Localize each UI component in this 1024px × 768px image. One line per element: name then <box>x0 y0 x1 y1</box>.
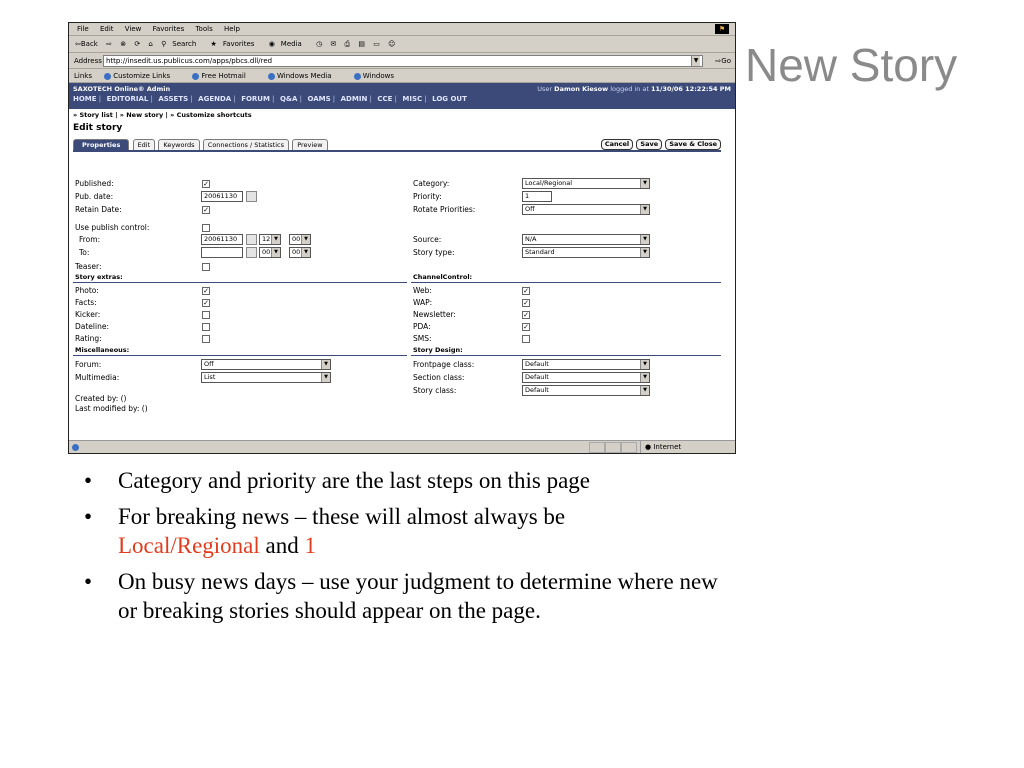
search-icon: ⚲ <box>161 40 167 48</box>
to-minute-value: 00 <box>292 248 301 256</box>
ie-page-icon <box>72 443 81 451</box>
media-label: Media <box>280 40 302 48</box>
story-design-heading: Story Design: <box>413 346 463 354</box>
links-bar <box>69 69 735 83</box>
forum-label: Forum: <box>75 360 102 369</box>
rating-label: Rating: <box>75 334 102 343</box>
to-calendar-button[interactable] <box>246 247 257 258</box>
address-label: Address <box>74 57 102 65</box>
nav-logout[interactable]: LOG OUT <box>432 95 467 103</box>
address-input[interactable] <box>103 55 703 67</box>
dropdown-arrow-icon: ▼ <box>640 360 649 369</box>
photo-label: Photo: <box>75 286 99 295</box>
dropdown-arrow-icon: ▼ <box>640 248 649 257</box>
story-class-select[interactable] <box>522 385 650 396</box>
from-label: From: <box>79 235 101 244</box>
bullet-item <box>84 502 724 560</box>
published-label: Published: <box>75 179 114 188</box>
menu-view[interactable]: View <box>124 25 142 33</box>
forum-value: Off <box>204 360 214 368</box>
dropdown-arrow-icon: ▼ <box>301 248 310 257</box>
facts-label: Facts: <box>75 298 97 307</box>
search-label: Search <box>172 40 197 48</box>
nav-misc[interactable]: MISC <box>402 95 423 103</box>
menu-file[interactable]: File <box>77 25 89 33</box>
bullet-dot: • <box>84 504 93 529</box>
section-divider <box>411 282 721 283</box>
user-name: Damon Kiesow <box>554 85 609 93</box>
messenger-icon[interactable]: ☺ <box>388 40 396 48</box>
nav-admin[interactable]: ADMIN <box>340 95 368 103</box>
pub-date-label: Pub. date: <box>75 192 114 201</box>
media-icon: ◉ <box>268 40 275 48</box>
priority-label: Priority: <box>413 192 442 201</box>
frontpage-class-value: Default <box>525 360 549 368</box>
app-header <box>69 83 735 109</box>
to-hour-value: 00 <box>262 248 271 256</box>
windows-logo-icon: ⚑ <box>715 24 729 34</box>
section-divider <box>411 355 721 356</box>
links-label: Links <box>74 72 92 80</box>
newsletter-label: Newsletter: <box>413 310 456 319</box>
user-prefix: User <box>537 85 553 93</box>
section-class-select[interactable] <box>522 372 650 383</box>
priority-input[interactable]: 1 <box>522 191 552 202</box>
teaser-label: Teaser: <box>75 262 102 271</box>
menu-bar <box>69 23 735 36</box>
edit-page-icon[interactable]: ▤ <box>358 40 365 48</box>
link-label: Free Hotmail <box>201 72 246 80</box>
breadcrumb[interactable]: » Story list | » New story | » Customize shortcuts <box>73 111 252 119</box>
rating-checkbox[interactable] <box>202 335 210 343</box>
favorites-icon: ★ <box>210 40 217 48</box>
to-label: To: <box>79 248 90 257</box>
dropdown-arrow-icon: ▼ <box>640 179 649 188</box>
main-nav: HOME | EDITORIAL | ASSETS | AGENDA | FORUM | Q&A | OAMS | ADMIN | CCE | MISC | LOG OUT <box>73 95 467 103</box>
sms-label: SMS: <box>413 334 432 343</box>
go-button[interactable] <box>715 53 731 69</box>
favorites-button[interactable] <box>211 40 261 48</box>
from-minute-select[interactable] <box>289 234 311 245</box>
to-minute-select[interactable] <box>289 247 311 258</box>
login-time: 11/30/06 12:22:54 PM <box>651 85 731 93</box>
last-modified-by: Last modified by: () <box>75 404 148 413</box>
bullet-text: and <box>259 533 305 558</box>
tab-properties[interactable]: Properties <box>73 139 129 151</box>
bullet-list <box>84 466 724 632</box>
newsletter-checkbox[interactable]: ✓ <box>523 311 529 319</box>
home-icon[interactable]: ⌂ <box>148 40 153 48</box>
use-publish-control-label: Use publish control: <box>75 223 150 232</box>
nav-editorial[interactable]: EDITORIAL <box>106 95 149 103</box>
media-button[interactable] <box>269 40 308 48</box>
forward-icon[interactable]: ⇨ <box>106 40 112 48</box>
from-hour-select[interactable] <box>259 234 281 245</box>
multimedia-value: List <box>204 373 216 381</box>
bullet-text: On busy news days – use your judgment to determine where new or breaking stories should appear on the page. <box>118 569 718 623</box>
source-label: Source: <box>413 235 442 244</box>
ie-page-icon <box>104 73 111 80</box>
channel-control-heading: ChannelControl: <box>413 273 473 281</box>
rotate-priorities-label: Rotate Priorities: <box>413 205 476 214</box>
save-button[interactable]: Save <box>636 139 662 150</box>
tab-underline <box>73 150 721 152</box>
use-publish-control-checkbox[interactable] <box>202 224 210 232</box>
app-brand: SAXOTECH Online® Admin <box>73 85 171 93</box>
dropdown-arrow-icon: ▼ <box>321 373 330 382</box>
status-cell <box>589 442 605 453</box>
wap-label: WAP: <box>413 298 433 307</box>
nav-forum[interactable]: FORUM <box>241 95 270 103</box>
category-value: Local/Regional <box>525 179 573 187</box>
link-label: Windows Media <box>277 72 332 80</box>
from-date-input[interactable]: 20061130 <box>201 234 243 245</box>
story-type-select[interactable] <box>522 247 650 258</box>
dropdown-arrow-icon: ▼ <box>640 205 649 214</box>
dateline-label: Dateline: <box>75 322 109 331</box>
ie-page-icon <box>354 73 361 80</box>
pub-date-input[interactable]: 20061130 <box>201 191 243 202</box>
address-bar <box>69 53 735 69</box>
pda-checkbox[interactable]: ✓ <box>523 323 529 331</box>
bullet-item <box>84 466 724 495</box>
web-label: Web: <box>413 286 432 295</box>
frontpage-class-select[interactable] <box>522 359 650 370</box>
link-label: Windows <box>362 72 394 80</box>
dropdown-arrow-icon: ▼ <box>271 235 280 244</box>
bullet-dot: • <box>84 468 93 493</box>
nav-agenda[interactable]: AGENDA <box>198 95 232 103</box>
kicker-checkbox[interactable] <box>202 311 210 319</box>
tab-preview[interactable]: Preview <box>292 139 327 151</box>
source-select[interactable] <box>522 234 650 245</box>
created-by: Created by: () <box>75 394 127 403</box>
nav-qa[interactable]: Q&A <box>279 95 298 103</box>
bullet-item <box>84 567 724 625</box>
web-checkbox[interactable]: ✓ <box>523 287 529 295</box>
security-zone <box>640 441 705 453</box>
address-url: http://insedit.us.publicus.com/apps/pbcs.dll/red <box>106 57 273 65</box>
rotate-priorities-select[interactable] <box>522 204 650 215</box>
status-bar <box>69 440 735 453</box>
facts-checkbox[interactable]: ✓ <box>203 299 209 307</box>
print-icon[interactable]: ⎙ <box>344 40 351 48</box>
link-label: Customize Links <box>113 72 171 80</box>
sms-checkbox[interactable] <box>522 335 530 343</box>
kicker-label: Kicker: <box>75 310 101 319</box>
cancel-button[interactable]: Cancel <box>601 139 633 150</box>
browser-toolbar <box>69 36 735 53</box>
go-label: Go <box>721 57 731 65</box>
multimedia-select[interactable] <box>201 372 331 383</box>
frontpage-class-label: Frontpage class: <box>413 360 475 369</box>
address-dropdown-icon[interactable]: ▼ <box>691 56 700 66</box>
status-cell <box>621 442 637 453</box>
dropdown-arrow-icon: ▼ <box>640 373 649 382</box>
retain-date-checkbox[interactable]: ✓ <box>203 206 209 214</box>
to-date-input[interactable] <box>201 247 243 258</box>
menu-edit[interactable]: Edit <box>99 25 114 33</box>
tab-keywords[interactable]: Keywords <box>158 139 199 151</box>
dateline-checkbox[interactable] <box>202 323 210 331</box>
source-value: N/A <box>525 235 537 243</box>
story-class-label: Story class: <box>413 386 457 395</box>
status-cell <box>605 442 621 453</box>
stop-icon[interactable]: ⊗ <box>120 40 127 48</box>
link-free-hotmail[interactable] <box>192 72 255 80</box>
link-windows[interactable] <box>354 72 404 80</box>
browser-window <box>68 22 736 454</box>
dropdown-arrow-icon: ▼ <box>640 235 649 244</box>
nav-cce[interactable]: CCE <box>377 95 393 103</box>
action-buttons <box>600 139 721 150</box>
globe-icon: ● <box>645 443 652 451</box>
rotate-priorities-value: Off <box>525 205 535 213</box>
tab-edit[interactable]: Edit <box>133 139 156 151</box>
from-calendar-button[interactable] <box>246 234 257 245</box>
tab-connections-statistics[interactable]: Connections / Statistics <box>203 139 289 151</box>
menu-help[interactable]: Help <box>223 25 240 33</box>
link-customize-links[interactable] <box>104 72 180 80</box>
category-select[interactable] <box>522 178 650 189</box>
section-divider <box>73 355 407 356</box>
pda-label: PDA: <box>413 322 431 331</box>
refresh-icon[interactable]: ⟳ <box>134 40 141 48</box>
teaser-checkbox[interactable] <box>202 263 210 271</box>
nav-assets[interactable]: ASSETS <box>158 95 189 103</box>
bullet-text: For breaking news – these will almost always be <box>118 504 566 529</box>
user-info <box>537 85 731 93</box>
search-button[interactable] <box>161 40 202 48</box>
category-label: Category: <box>413 179 450 188</box>
dropdown-arrow-icon: ▼ <box>321 360 330 369</box>
zone-label: Internet <box>653 443 682 451</box>
story-class-value: Default <box>525 386 549 394</box>
nav-home[interactable]: HOME <box>73 95 97 103</box>
link-windows-media[interactable] <box>268 72 342 80</box>
retain-date-label: Retain Date: <box>75 205 122 214</box>
story-extras-heading: Story extras: <box>75 273 123 281</box>
highlight-priority: 1 <box>304 533 317 558</box>
photo-checkbox[interactable]: ✓ <box>203 287 209 295</box>
from-hour-value: 12 <box>262 235 271 243</box>
back-button[interactable]: ⇦Back <box>75 40 98 48</box>
dropdown-arrow-icon: ▼ <box>640 386 649 395</box>
published-checkbox[interactable]: ✓ <box>203 180 209 188</box>
menu-favorites[interactable]: Favorites <box>152 25 185 33</box>
favorites-label: Favorites <box>222 40 255 48</box>
to-hour-select[interactable] <box>259 247 281 258</box>
nav-oams[interactable]: OAMS <box>307 95 331 103</box>
save-close-button[interactable]: Save & Close <box>665 139 721 150</box>
dropdown-arrow-icon: ▼ <box>271 248 280 257</box>
discuss-icon[interactable]: ▭ <box>373 40 380 48</box>
go-arrow-icon: ⇨ <box>715 57 722 65</box>
multimedia-label: Multimedia: <box>75 373 120 382</box>
wap-checkbox[interactable]: ✓ <box>523 299 529 307</box>
menu-tools[interactable]: Tools <box>195 25 213 33</box>
from-minute-value: 00 <box>292 235 301 243</box>
story-type-label: Story type: <box>413 248 455 257</box>
forum-select[interactable] <box>201 359 331 370</box>
story-type-value: Standard <box>525 248 555 256</box>
user-suffix: logged in at <box>610 85 649 93</box>
dropdown-arrow-icon: ▼ <box>301 235 310 244</box>
highlight-category: Local/Regional <box>118 533 260 558</box>
section-class-label: Section class: <box>413 373 465 382</box>
page-title: Edit story <box>73 123 123 133</box>
miscellaneous-heading: Miscellaneous: <box>75 346 130 354</box>
ie-page-icon <box>268 73 275 80</box>
bullet-text: Category and priority are the last steps on this page <box>118 468 591 493</box>
pub-date-calendar-button[interactable] <box>246 191 257 202</box>
history-icon[interactable]: ◷ <box>316 40 323 48</box>
slide-title: New Story <box>745 39 958 91</box>
mail-icon[interactable]: ✉ <box>330 40 337 48</box>
bullet-dot: • <box>84 569 93 594</box>
section-divider <box>73 282 407 283</box>
ie-page-icon <box>192 73 199 80</box>
section-class-value: Default <box>525 373 549 381</box>
